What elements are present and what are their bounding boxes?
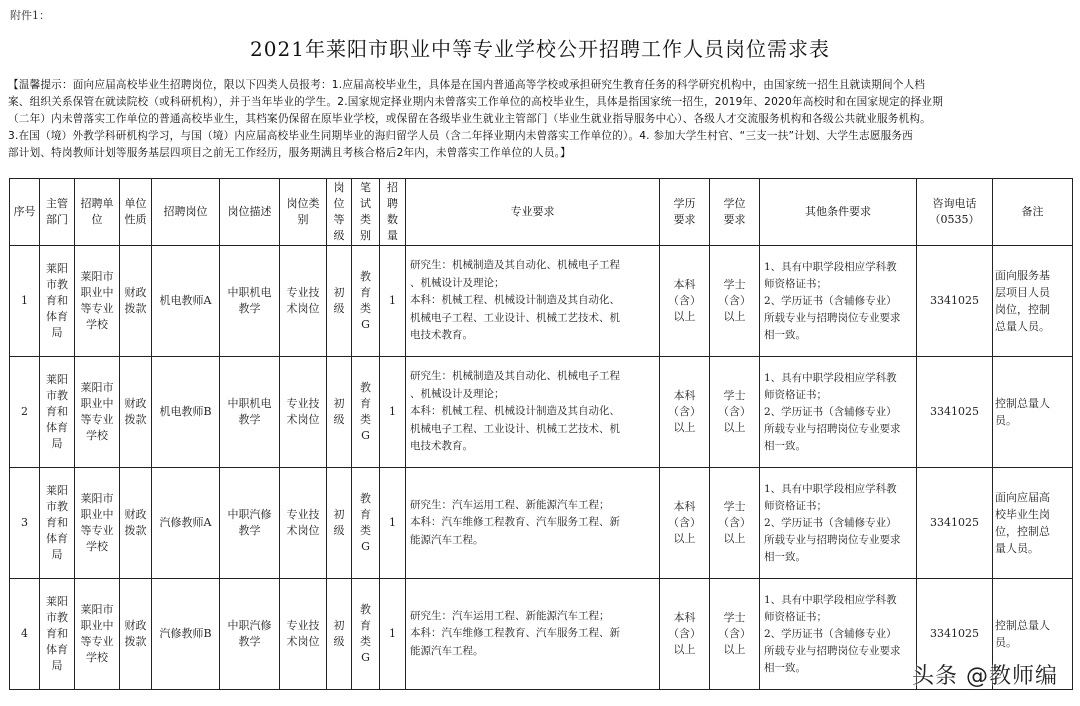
- table-row: [10, 246, 1073, 357]
- desc-cell: 中职机电 教学: [220, 246, 280, 357]
- degree-cell: 学士 （含） 以上: [710, 246, 760, 357]
- header-cell: 岗位类 别: [280, 179, 327, 246]
- conditions-cell: 1、具有中职学段相应学科教 师资格证书； 2、学历证书（含辅修专业） 所载专业与招聘岗位专业要求 相一致。: [760, 579, 917, 690]
- header-cell: 咨询电话 （0535）: [917, 179, 993, 246]
- row-number: 3: [10, 468, 40, 579]
- level-cell: 初 级: [327, 579, 352, 690]
- notice-line: （二年）内未曾落实工作单位的普通高校毕业生，其档案仍保留在原毕业学校，或保留在各级毕业生就业主管部门（毕业生就业指导服务中心）、各级人才交流服务机构和各级公共就业服务机构。: [8, 113, 931, 125]
- unit-cell: 莱阳市 职业中 等专业 学校: [75, 468, 120, 579]
- remark-cell: 面向服务基 层项目人员 岗位，控制 总量人员。: [993, 246, 1073, 357]
- header-cell: 主管 部门: [40, 179, 75, 246]
- page-title: 2021年莱阳市职业中等专业学校公开招聘工作人员岗位需求表: [250, 37, 830, 61]
- header-cell: 岗位描述: [220, 179, 280, 246]
- header-cell: 序号: [10, 179, 40, 246]
- watermark-text: 头条 @教师编: [912, 664, 1058, 689]
- header-cell: 招聘岗位: [152, 179, 220, 246]
- post-cell: 机电教师B: [152, 357, 220, 468]
- degree-cell: 学士 （含） 以上: [710, 468, 760, 579]
- notice-line: 部计划、特岗教师计划等服务基层四项目之前无工作经历，服务期满且考核合格后2年内，未曾落实工作单位的人员。】: [8, 147, 571, 159]
- exam-cell: 教 育 类 G: [352, 579, 380, 690]
- major-cell: 研究生：汽车运用工程、新能源汽车工程； 本科：汽车维修工程教育、汽车服务工程、新 能源汽车工程。: [406, 468, 660, 579]
- education-cell: 本科 （含） 以上: [660, 579, 710, 690]
- dept-cell: 莱阳 市教 育和 体育 局: [40, 357, 75, 468]
- dept-cell: 莱阳 市教 育和 体育 局: [40, 579, 75, 690]
- notice-line: 案、组织关系保管在就读院校（或科研机构），并于当年毕业的学生。2.国家规定择业期内未曾落实工作单位的高校毕业生，具体是指国家统一招生，2019年、2020年高校时和在国家规定的择业期: [8, 96, 944, 108]
- header-cell: 岗 位 等 级: [327, 179, 352, 246]
- recruitment-table: [9, 178, 1073, 690]
- header-cell: 笔 试 类 别: [352, 179, 380, 246]
- header-cell: 学位 要求: [710, 179, 760, 246]
- count-cell: 1: [380, 357, 406, 468]
- major-cell: 研究生：机械制造及其自动化、机械电子工程 、机械设计及理论； 本科：机械工程、机械设计制造及其自动化、 机械电子工程、工业设计、机械工艺技术、机 电技术教育。: [406, 357, 660, 468]
- category-cell: 专业技 术岗位: [280, 468, 327, 579]
- table-row: [10, 468, 1073, 579]
- dept-cell: 莱阳 市教 育和 体育 局: [40, 246, 75, 357]
- post-cell: 汽修教师B: [152, 579, 220, 690]
- conditions-cell: 1、具有中职学段相应学科教 师资格证书； 2、学历证书（含辅修专业） 所载专业与招聘岗位专业要求 相一致。: [760, 246, 917, 357]
- phone-cell: 3341025: [917, 579, 993, 690]
- header-cell: 学历 要求: [660, 179, 710, 246]
- major-cell: 研究生：汽车运用工程、新能源汽车工程； 本科：汽车维修工程教育、汽车服务工程、新 能源汽车工程。: [406, 579, 660, 690]
- exam-cell: 教 育 类 G: [352, 357, 380, 468]
- level-cell: 初 级: [327, 357, 352, 468]
- desc-cell: 中职汽修 教学: [220, 579, 280, 690]
- remark-cell: 控制总量人 员。: [993, 357, 1073, 468]
- post-cell: 汽修教师A: [152, 468, 220, 579]
- post-cell: 机电教师A: [152, 246, 220, 357]
- header-cell: 单位 性质: [120, 179, 152, 246]
- major-cell: 研究生：机械制造及其自动化、机械电子工程 、机械设计及理论； 本科：机械工程、机械设计制造及其自动化、 机械电子工程、工业设计、机械工艺技术、机 电技术教育。: [406, 246, 660, 357]
- count-cell: 1: [380, 246, 406, 357]
- row-number: 4: [10, 579, 40, 690]
- row-number: 1: [10, 246, 40, 357]
- desc-cell: 中职汽修 教学: [220, 468, 280, 579]
- attachment-label: 附件1：: [10, 9, 50, 22]
- phone-cell: 3341025: [917, 468, 993, 579]
- level-cell: 初 级: [327, 468, 352, 579]
- notice-line: 【温馨提示：面向应届高校毕业生招聘岗位，限以下四类人员报考：1.应届高校毕业生，具体是在国内普通高等学校或承担研究生教育任务的科学研究机构中，由国家统一招生且就读期间个人档: [8, 79, 926, 91]
- education-cell: 本科 （含） 以上: [660, 246, 710, 357]
- remark-cell: 控制总量人 员。: [993, 579, 1073, 690]
- count-cell: 1: [380, 468, 406, 579]
- exam-cell: 教 育 类 G: [352, 468, 380, 579]
- table-row: [10, 357, 1073, 468]
- level-cell: 初 级: [327, 246, 352, 357]
- education-cell: 本科 （含） 以上: [660, 357, 710, 468]
- unit-cell: 莱阳市 职业中 等专业 学校: [75, 579, 120, 690]
- unit-cell: 莱阳市 职业中 等专业 学校: [75, 246, 120, 357]
- nature-cell: 财政 拨款: [120, 357, 152, 468]
- dept-cell: 莱阳 市教 育和 体育 局: [40, 468, 75, 579]
- exam-cell: 教 育 类 G: [352, 246, 380, 357]
- remark-cell: 面向应届高 校毕业生岗 位，控制总 量人员。: [993, 468, 1073, 579]
- notice-paragraph: [8, 77, 1074, 162]
- category-cell: 专业技 术岗位: [280, 357, 327, 468]
- nature-cell: 财政 拨款: [120, 468, 152, 579]
- education-cell: 本科 （含） 以上: [660, 468, 710, 579]
- degree-cell: 学士 （含） 以上: [710, 357, 760, 468]
- phone-cell: 3341025: [917, 246, 993, 357]
- header-cell: 专业要求: [406, 179, 660, 246]
- unit-cell: 莱阳市 职业中 等专业 学校: [75, 357, 120, 468]
- notice-line: 3.在国（境）外教学科研机构学习，与国（境）内应届高校毕业生同期毕业的海归留学人员（含二年择业期内未曾落实工作单位的）。4. 参加大学生村官、“三支一扶”计划、大学生志愿服务西: [8, 130, 913, 142]
- degree-cell: 学士 （含） 以上: [710, 579, 760, 690]
- desc-cell: 中职机电 教学: [220, 357, 280, 468]
- nature-cell: 财政 拨款: [120, 579, 152, 690]
- category-cell: 专业技 术岗位: [280, 246, 327, 357]
- row-number: 2: [10, 357, 40, 468]
- conditions-cell: 1、具有中职学段相应学科教 师资格证书； 2、学历证书（含辅修专业） 所载专业与招聘岗位专业要求 相一致。: [760, 357, 917, 468]
- nature-cell: 财政 拨款: [120, 246, 152, 357]
- category-cell: 专业技 术岗位: [280, 579, 327, 690]
- phone-cell: 3341025: [917, 357, 993, 468]
- header-cell: 招聘单 位: [75, 179, 120, 246]
- header-cell: 其他条件要求: [760, 179, 917, 246]
- header-cell: 备注: [993, 179, 1073, 246]
- header-cell: 招 聘 数 量: [380, 179, 406, 246]
- count-cell: 1: [380, 579, 406, 690]
- table-header-row: [10, 179, 1073, 246]
- conditions-cell: 1、具有中职学段相应学科教 师资格证书； 2、学历证书（含辅修专业） 所载专业与招聘岗位专业要求 相一致。: [760, 468, 917, 579]
